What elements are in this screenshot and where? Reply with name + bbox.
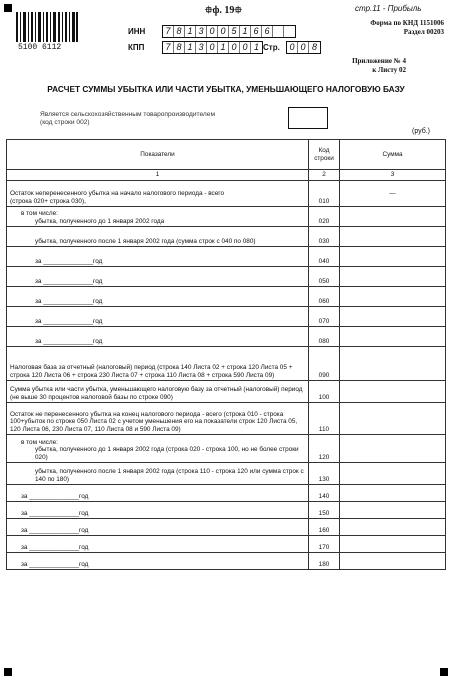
row-indicator bbox=[7, 307, 309, 327]
barcode-number: 5100 6112 bbox=[18, 43, 62, 52]
row-indicator-text: в том числе: bbox=[21, 438, 58, 446]
table-row bbox=[7, 181, 446, 207]
inn-digit: 3 bbox=[196, 26, 207, 37]
header-indicator: Показатели bbox=[7, 140, 309, 170]
row-code: 160 bbox=[309, 519, 340, 536]
row-indicator-text: в том числе: bbox=[21, 210, 58, 218]
row-indicator-text: за ______________год bbox=[21, 492, 89, 500]
row-sum-field[interactable] bbox=[340, 307, 446, 327]
kpp-field[interactable] bbox=[162, 41, 263, 54]
form-code-line2: Раздел 00203 bbox=[403, 28, 444, 36]
row-indicator bbox=[7, 463, 309, 485]
table-row bbox=[7, 347, 446, 381]
table-row bbox=[7, 485, 446, 502]
row-indicator bbox=[7, 485, 309, 502]
row-indicator bbox=[7, 347, 309, 381]
kpp-digit: 0 bbox=[207, 42, 218, 53]
row-indicator-text: за ______________год bbox=[35, 317, 103, 325]
row-indicator-text: Остаток неперенесенного убытка на начало налогового периода - всего bbox=[10, 190, 225, 198]
row-sum-field[interactable] bbox=[340, 536, 446, 553]
loss-calculation-table bbox=[6, 139, 446, 570]
row-code: 120 bbox=[309, 435, 340, 463]
row-code: 070 bbox=[309, 307, 340, 327]
row-sum-field[interactable] bbox=[340, 403, 446, 435]
header-sum: Сумма bbox=[340, 140, 446, 170]
header-num-indicator: 1 bbox=[7, 170, 309, 181]
corner-marker-bottom-left bbox=[4, 668, 12, 676]
table-row bbox=[7, 381, 446, 403]
page-field[interactable] bbox=[286, 41, 321, 54]
form-code bbox=[324, 19, 444, 37]
row-code: 060 bbox=[309, 287, 340, 307]
inn-digit: 6 bbox=[251, 26, 262, 37]
header-num-sum: 3 bbox=[340, 170, 446, 181]
row-code: 040 bbox=[309, 247, 340, 267]
kpp-digit: 0 bbox=[229, 42, 240, 53]
row-indicator-text: Остаток не перенесенного убытка на конец налогового периода - всего (строка 010 - строка 100+убыток по строке 050 Листа 02 с учетом уменьшения его на показатели строк 120 Листа 05, 120 Листа 06, 230 Листа 07, 110 Листа 08 и 590 Листа 09) bbox=[10, 410, 298, 433]
table-row bbox=[7, 536, 446, 553]
kpp-digit: 1 bbox=[253, 42, 259, 52]
row-sum-field[interactable] bbox=[340, 247, 446, 267]
row-code: 180 bbox=[309, 553, 340, 570]
page_field-digit: 0 bbox=[298, 42, 309, 53]
inn-digit bbox=[273, 26, 284, 37]
row-code: 090 bbox=[309, 347, 340, 381]
row-sum-field[interactable] bbox=[340, 381, 446, 403]
row-indicator-text: за ______________год bbox=[21, 526, 89, 534]
kpp-label: КПП bbox=[128, 43, 145, 52]
page_field-digit: 8 bbox=[311, 42, 317, 52]
table-row bbox=[7, 502, 446, 519]
row-indicator bbox=[7, 403, 309, 435]
row-sum-field[interactable] bbox=[340, 435, 446, 463]
inn-digit: 0 bbox=[218, 26, 229, 37]
row-indicator-text: за ______________год bbox=[21, 543, 89, 551]
row-sum-field[interactable] bbox=[340, 227, 446, 247]
inn-digit: 1 bbox=[240, 26, 251, 37]
row-indicator-text: за ______________год bbox=[35, 337, 103, 345]
row-code: 010 bbox=[309, 181, 340, 207]
row-indicator bbox=[7, 502, 309, 519]
inn-digit bbox=[284, 26, 295, 37]
page-field-label: Стр. bbox=[263, 43, 280, 52]
table-row bbox=[7, 307, 446, 327]
barcode-icon bbox=[16, 12, 78, 42]
row-indicator-text: за ______________год bbox=[21, 560, 89, 568]
row-code: 100 bbox=[309, 381, 340, 403]
unit-label: (руб.) bbox=[412, 128, 431, 135]
page_field-digit: 0 bbox=[287, 42, 298, 53]
row-indicator bbox=[7, 381, 309, 403]
row-indicator-subtext: убытка, полученного до 1 января 2002 года (строка 020 - строка 100, но не более строки 020) bbox=[35, 446, 299, 461]
inn-digit: 8 bbox=[174, 26, 185, 37]
appendix-line2: к Листу 02 bbox=[372, 66, 406, 74]
row-code: 050 bbox=[309, 267, 340, 287]
row-indicator bbox=[7, 227, 309, 247]
row-indicator bbox=[7, 181, 309, 207]
table-row bbox=[7, 553, 446, 570]
inn-digit: 6 bbox=[262, 26, 273, 37]
appendix-line1: Приложение № 4 bbox=[352, 57, 406, 65]
row-sum-field[interactable]: — bbox=[340, 181, 446, 207]
row-indicator bbox=[7, 267, 309, 287]
row-sum-field[interactable] bbox=[340, 463, 446, 485]
row-code: 110 bbox=[309, 403, 340, 435]
row-sum-field[interactable] bbox=[340, 207, 446, 227]
table-row bbox=[7, 403, 446, 435]
row-indicator-text: за ______________год bbox=[21, 509, 89, 517]
corner-marker-top-left bbox=[4, 4, 12, 12]
row-indicator-subtext: убытка, полученного до 1 января 2002 года bbox=[35, 217, 165, 225]
row-sum-field[interactable] bbox=[340, 485, 446, 502]
row-indicator bbox=[7, 536, 309, 553]
form-code-line1: Форма по КНД 1151006 bbox=[370, 19, 444, 27]
row-indicator-text: за ______________год bbox=[35, 297, 103, 305]
page-marker: ⯐ф. 19⯐ bbox=[205, 5, 242, 16]
inn-digit: 1 bbox=[185, 26, 196, 37]
row-sum-field[interactable] bbox=[340, 553, 446, 570]
kpp-digit: 8 bbox=[174, 42, 185, 53]
corner-marker-bottom-right bbox=[440, 668, 448, 676]
row-sum-field[interactable] bbox=[340, 287, 446, 307]
inn-field[interactable] bbox=[162, 25, 296, 38]
kpp-digit: 3 bbox=[196, 42, 207, 53]
header-code: Код строки bbox=[309, 140, 340, 170]
row-indicator-text: убытка, полученного после 1 января 2002 года (сумма строк с 040 по 080) bbox=[35, 237, 256, 245]
row-code: 130 bbox=[309, 463, 340, 485]
row-sum-field[interactable] bbox=[340, 502, 446, 519]
row-indicator bbox=[7, 327, 309, 347]
agri-label bbox=[40, 111, 215, 127]
table-row bbox=[7, 267, 446, 287]
row-indicator bbox=[7, 435, 309, 463]
row-code: 140 bbox=[309, 485, 340, 502]
kpp-digit: 1 bbox=[218, 42, 229, 53]
row-code: 170 bbox=[309, 536, 340, 553]
table-row bbox=[7, 435, 446, 463]
inn-label: ИНН bbox=[128, 27, 146, 36]
appendix bbox=[306, 57, 406, 75]
kpp-digit: 0 bbox=[240, 42, 251, 53]
row-sum-field[interactable] bbox=[340, 347, 446, 381]
row-indicator-text: Сумма убытка или части убытка, уменьшающего налоговую базу за отчетный (налоговый) период (не выше 30 процентов налоговой базы по строке 090) bbox=[10, 386, 303, 401]
row-code: 030 bbox=[309, 227, 340, 247]
row-sum-field[interactable] bbox=[340, 327, 446, 347]
row-indicator-text: за ______________год bbox=[35, 277, 103, 285]
row-code: 150 bbox=[309, 502, 340, 519]
inn-digit: 7 bbox=[163, 26, 174, 37]
kpp-digit: 7 bbox=[163, 42, 174, 53]
row-indicator-text: убытка, полученного после 1 января 2002 года (строка 110 - строка 120 или сумма строк с 140 по 180) bbox=[35, 468, 304, 483]
table-row bbox=[7, 227, 446, 247]
row-indicator bbox=[7, 553, 309, 570]
row-indicator bbox=[7, 207, 309, 227]
inn-digit: 5 bbox=[229, 26, 240, 37]
agri-label-line2: (код строки 002) bbox=[40, 119, 90, 126]
row-sum-field[interactable] bbox=[340, 519, 446, 536]
inn-digit: 0 bbox=[207, 26, 218, 37]
row-indicator-text: за ______________год bbox=[35, 257, 103, 265]
agri-label-line1: Является сельскохозяйственным товаропроизводителем bbox=[40, 111, 215, 118]
page-title: РАСЧЕТ СУММЫ УБЫТКА ИЛИ ЧАСТИ УБЫТКА, УМЕНЬШАЮЩЕГО НАЛОГОВУЮ БАЗУ bbox=[47, 84, 405, 94]
page-label: стр.11 - Прибыль bbox=[355, 4, 422, 13]
row-code: 080 bbox=[309, 327, 340, 347]
table-row bbox=[7, 247, 446, 267]
row-indicator-subtext: (строка 020+ строка 030), bbox=[10, 197, 86, 205]
row-indicator bbox=[7, 247, 309, 267]
table-row bbox=[7, 207, 446, 227]
table-row bbox=[7, 327, 446, 347]
table-row bbox=[7, 287, 446, 307]
row-code: 020 bbox=[309, 207, 340, 227]
kpp-digit: 1 bbox=[185, 42, 196, 53]
agri-input-box[interactable] bbox=[288, 107, 328, 129]
row-indicator bbox=[7, 519, 309, 536]
table-row bbox=[7, 519, 446, 536]
row-sum-field[interactable] bbox=[340, 267, 446, 287]
row-indicator-text: Налоговая база за отчетный (налоговый) период (строка 140 Листа 02 + строка 120 Листа 05 + строка 120 Листа 06 + строка 230 Листа 07 + строка 110 Листа 08 + строка 590 Листа 09) bbox=[10, 364, 293, 379]
header-num-code: 2 bbox=[309, 170, 340, 181]
row-indicator bbox=[7, 287, 309, 307]
table-row bbox=[7, 463, 446, 485]
